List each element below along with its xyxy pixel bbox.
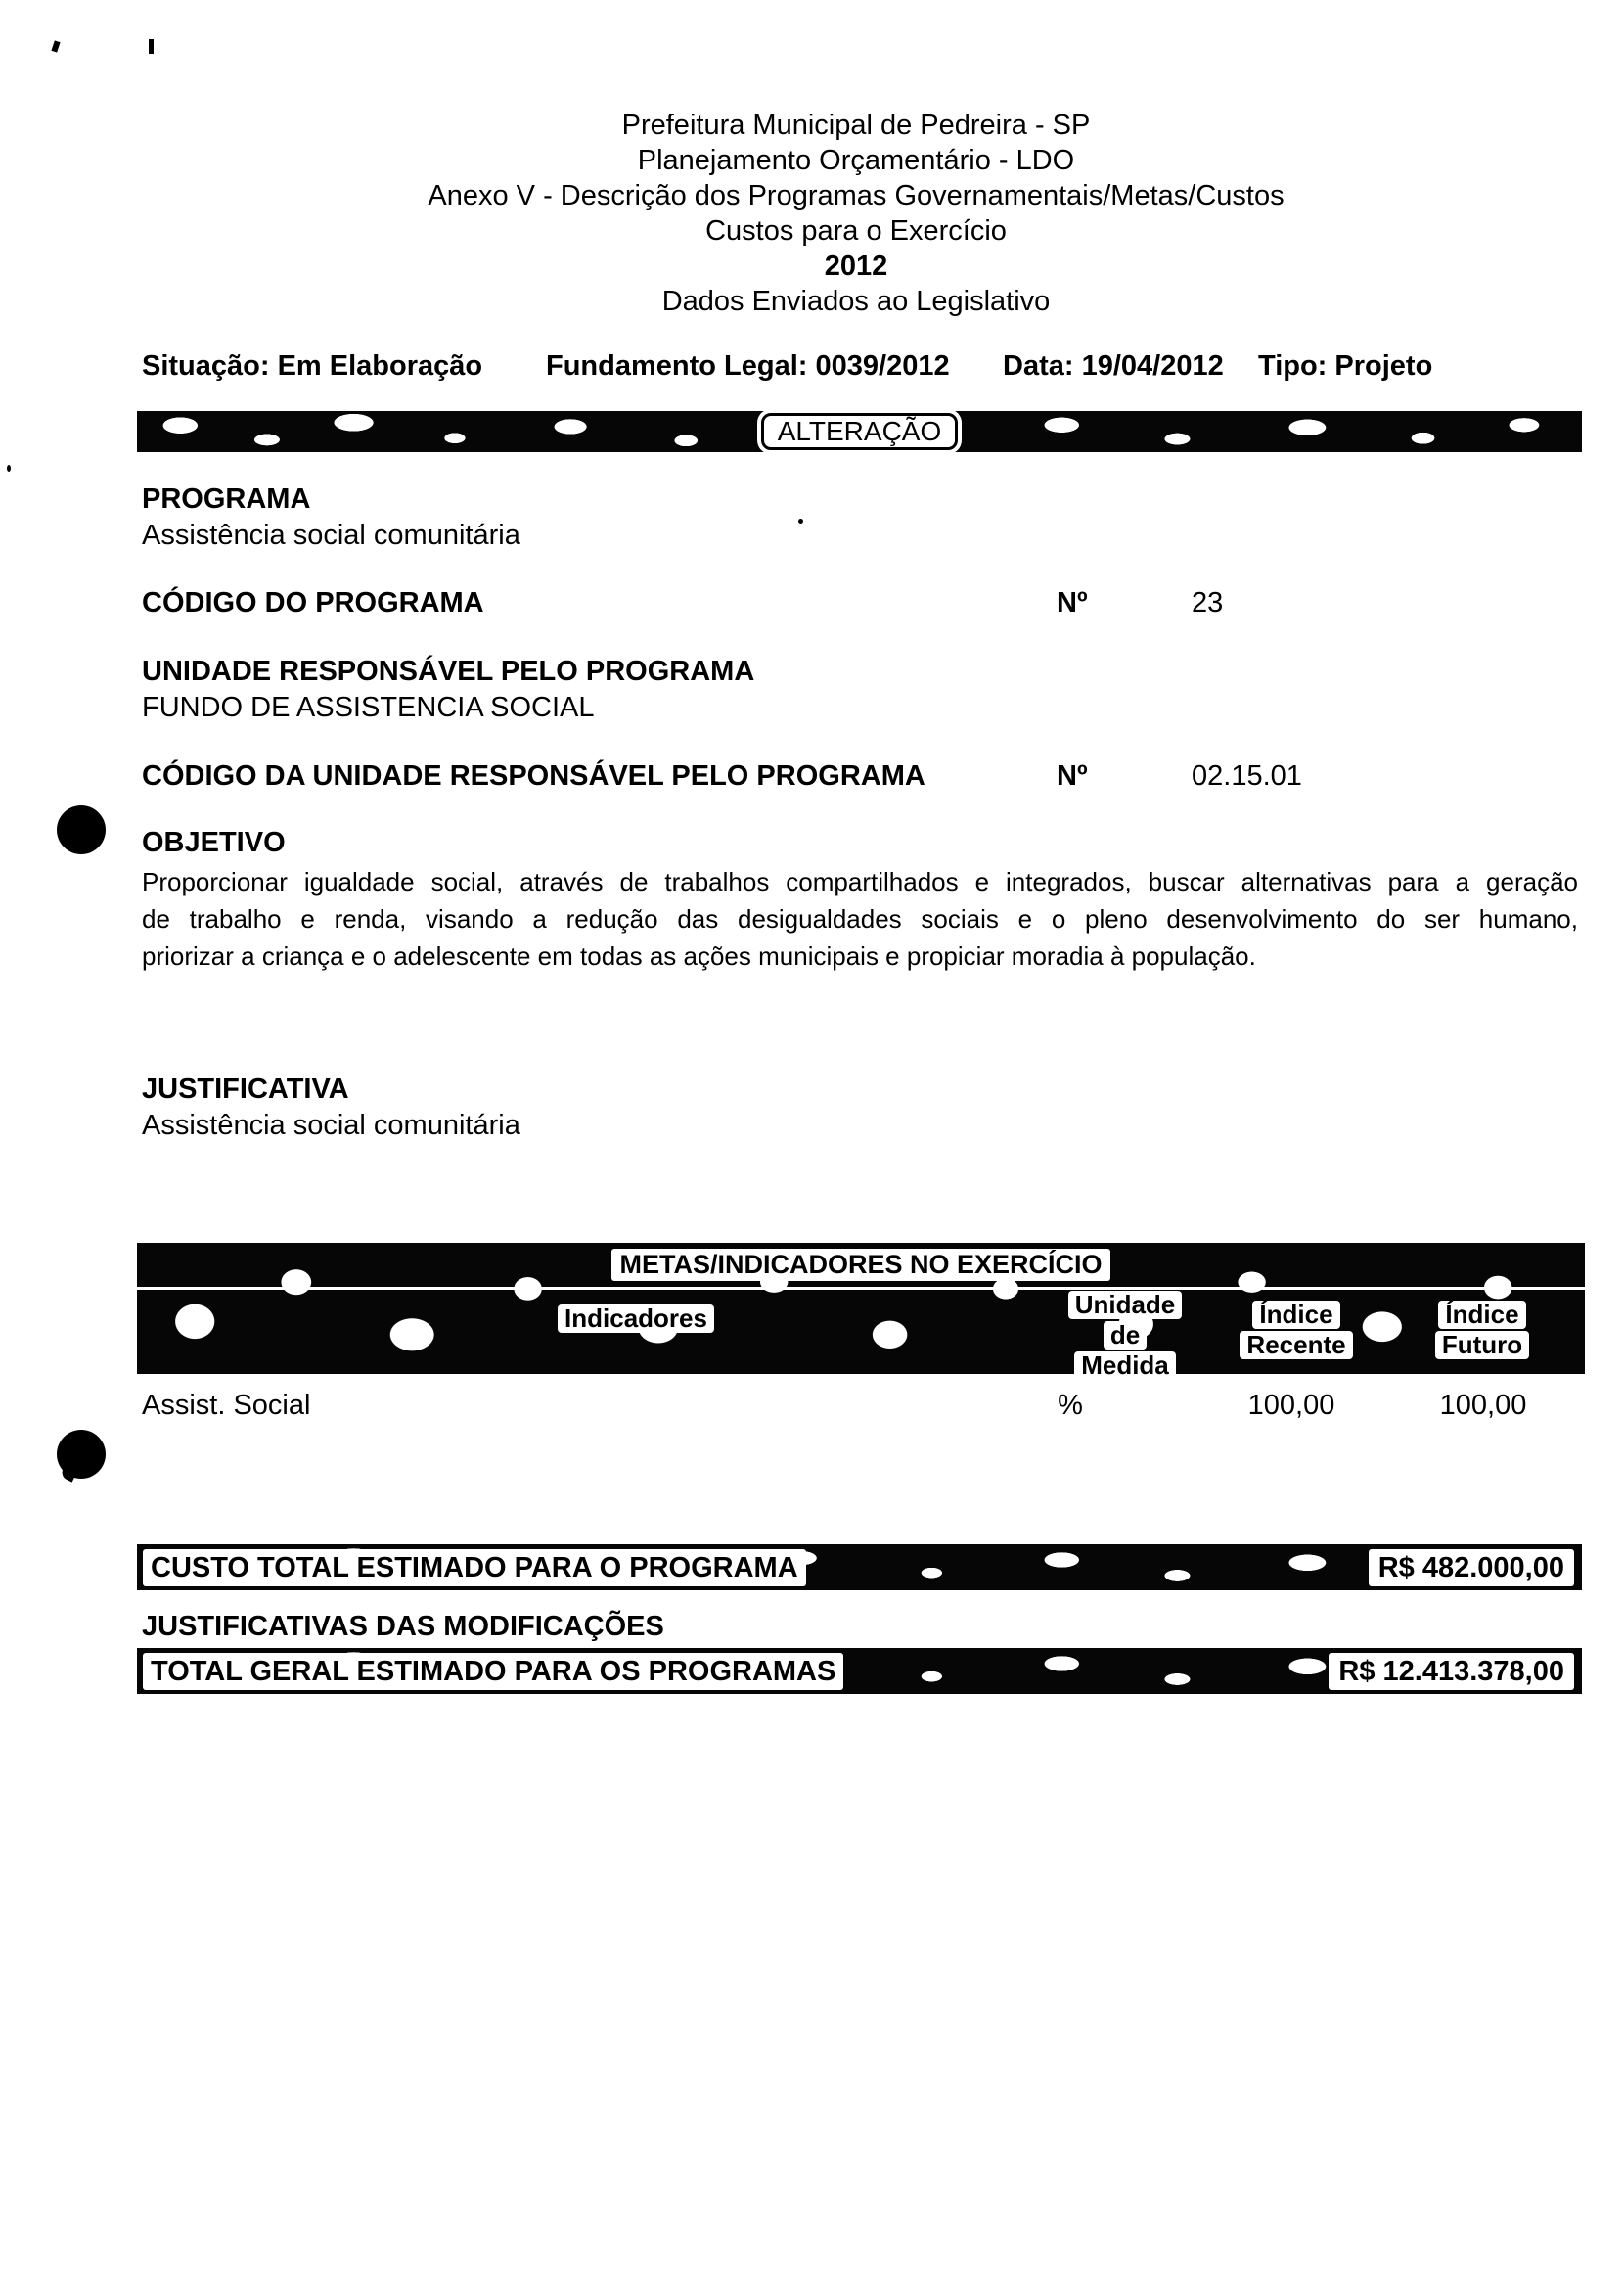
status-data: Data: 19/04/2012 xyxy=(1003,350,1224,382)
metas-table-title: METAS/INDICADORES NO EXERCÍCIO xyxy=(611,1249,1109,1281)
objetivo-text xyxy=(142,863,1578,975)
metas-indicadores-banner xyxy=(137,1243,1585,1380)
programa-heading: PROGRAMA xyxy=(142,483,311,515)
column-header-indicadores: Indicadores xyxy=(528,1304,744,1334)
unidade-responsavel-value: FUNDO DE ASSISTENCIA SOCIAL xyxy=(142,692,595,723)
column-header-indice-futuro: Índice Futuro xyxy=(1404,1300,1560,1360)
row-indicador: Assist. Social xyxy=(142,1390,311,1421)
scan-speck xyxy=(7,465,11,472)
status-situacao: Situação: Em Elaboração xyxy=(142,350,483,382)
row-unidade-medida: % xyxy=(1058,1390,1083,1421)
alteracao-banner-label: ALTERAÇÃO xyxy=(761,413,959,450)
alteracao-banner xyxy=(137,411,1582,452)
header-line-year: 2012 xyxy=(824,251,888,282)
custo-total-label: CUSTO TOTAL ESTIMADO PARA O PROGRAMA xyxy=(143,1549,806,1586)
header-line-anexo: Anexo V - Descrição dos Programas Governamentais/Metas/Custos xyxy=(428,180,1285,211)
objetivo-line: de trabalho e renda, visando a redução das desigualdades sociais e o pleno desenvolvimento do ser humano, xyxy=(142,904,1578,934)
codigo-unidade-heading: CÓDIGO DA UNIDADE RESPONSÁVEL PELO PROGRAMA xyxy=(142,760,925,792)
total-geral-bar xyxy=(137,1648,1582,1694)
column-header-unidade-medida: Unidade de Medida xyxy=(1042,1290,1208,1381)
objetivo-heading: OBJETIVO xyxy=(142,827,286,858)
custo-total-bar xyxy=(137,1544,1582,1590)
codigo-unidade-value: 02.15.01 xyxy=(1192,760,1302,792)
justificativas-modificacoes-heading: JUSTIFICATIVAS DAS MODIFICAÇÕES xyxy=(142,1611,664,1642)
scan-dot-icon xyxy=(57,805,106,854)
codigo-unidade-numero-label: Nº xyxy=(1057,760,1088,792)
header-line-dados: Dados Enviados ao Legislativo xyxy=(661,286,1051,317)
codigo-programa-heading: CÓDIGO DO PROGRAMA xyxy=(142,587,484,618)
unidade-responsavel-heading: UNIDADE RESPONSÁVEL PELO PROGRAMA xyxy=(142,656,755,687)
total-geral-value: R$ 12.413.378,00 xyxy=(1329,1653,1574,1690)
custo-total-value: R$ 482.000,00 xyxy=(1369,1549,1574,1586)
codigo-programa-numero-label: Nº xyxy=(1057,587,1088,618)
scan-speck xyxy=(51,40,60,52)
scan-speck xyxy=(798,519,803,524)
justificativa-value: Assistência social comunitária xyxy=(142,1110,520,1141)
metas-separator-line xyxy=(137,1287,1585,1290)
programa-value: Assistência social comunitária xyxy=(142,520,520,551)
row-indice-futuro: 100,00 xyxy=(1439,1390,1527,1421)
objetivo-line: priorizar a criança e o adelescente em todas as ações municipais e propiciar moradia à população. xyxy=(142,941,1256,971)
document-header xyxy=(88,108,1624,319)
status-tipo: Tipo: Projeto xyxy=(1258,350,1433,382)
justificativa-heading: JUSTIFICATIVA xyxy=(142,1074,349,1105)
header-line-custos: Custos para o Exercício xyxy=(705,215,1007,247)
column-header-indice-recente: Índice Recente xyxy=(1218,1300,1375,1360)
header-line-plan: Planejamento Orçamentário - LDO xyxy=(637,145,1075,176)
scan-speck xyxy=(149,39,154,54)
total-geral-label: TOTAL GERAL ESTIMADO PARA OS PROGRAMAS xyxy=(143,1653,843,1690)
objetivo-line: Proporcionar igualdade social, através de trabalhos compartilhados e integrados, buscar alternativas para a geração xyxy=(142,867,1578,896)
status-fundamento-legal: Fundamento Legal: 0039/2012 xyxy=(546,350,950,382)
header-line-entity: Prefeitura Municipal de Pedreira - SP xyxy=(621,110,1091,141)
codigo-programa-value: 23 xyxy=(1192,587,1224,618)
row-indice-recente: 100,00 xyxy=(1247,1390,1335,1421)
